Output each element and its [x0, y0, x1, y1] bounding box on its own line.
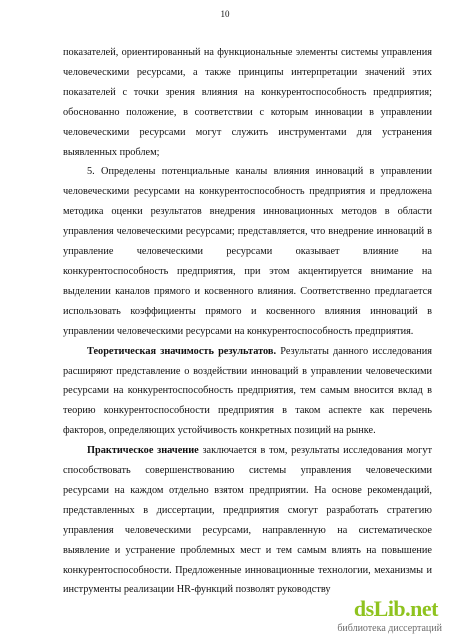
watermark-subtitle: библиотека диссертаций: [337, 623, 442, 634]
paragraph-text: 5. Определены потенциальные каналы влияния инноваций в управлении человеческими ресурсами на конкурентоспособность предприятия и предложена методика оценки результатов внедрения инновационных методов в области управления человеческими ресурсами; представляется, что внедрение инноваций в управление человеческими ресурсами оказывает влияние на конкурентоспособность предприятия, при этом акцентируется внимание на выделении каналов прямого и косвенного влияния. Соответственно предлагается использовать коэффициенты прямого и косвенного влияния инноваций в управлении человеческими ресурсами на конкурентоспособность предприятия.: [63, 166, 432, 337]
page-number: 10: [220, 9, 230, 19]
paragraph-text: Результаты данного исследования расширяют представление о воздействии инноваций в управлении человеческими ресурсами на конкурентоспособность предприятия, тем самым вносится вклад в теорию конкурентоспособности предприятия в таком аспекте как перечень факторов, определяющих устойчивость конкретных позиций на рынке.: [63, 345, 432, 437]
watermark-logo-tld: .net: [405, 596, 438, 621]
body-text: [63, 43, 432, 600]
watermark[interactable]: [292, 598, 442, 634]
paragraph-lead: Теоретическая значимость результатов.: [87, 345, 277, 357]
paragraph-text: заключается в том, результаты исследования могут способствовать совершенствованию системы управления человеческими ресурсами на каждом отдельно взятом предприятии. На основе рекомендаций, представленных в диссертации, предприятия смогут разработать стратегию управления человеческими ресурсами, направленную на систематическое выявление и устранение проблемных мест и тем самым влиять на повышение конкурентоспособности. Предложенные инновационные технологии, механизмы и инструменты реализации HR-функций позволят руководству: [63, 445, 432, 596]
watermark-logo-main: dsLib: [353, 596, 406, 621]
paragraph-practical-significance: [63, 441, 432, 600]
paragraph-continuation: [63, 43, 432, 162]
paragraph-theoretical-significance: [63, 342, 432, 442]
paragraph-text: показателей, ориентированный на функциональные элементы системы управления человеческими ресурсами, а также принципы интерпретации значений этих показателей с точки зрения влияния на конкурентоспособность предприятия; обоснованно положение, в соответствии с которым инновации в управлении человеческими ресурсами могут служить инструментами для устранения выявленных проблем;: [63, 47, 432, 158]
paragraph-lead: Практическое значение: [87, 445, 199, 457]
watermark-logo: [354, 598, 438, 620]
list-item-5: [63, 162, 432, 341]
